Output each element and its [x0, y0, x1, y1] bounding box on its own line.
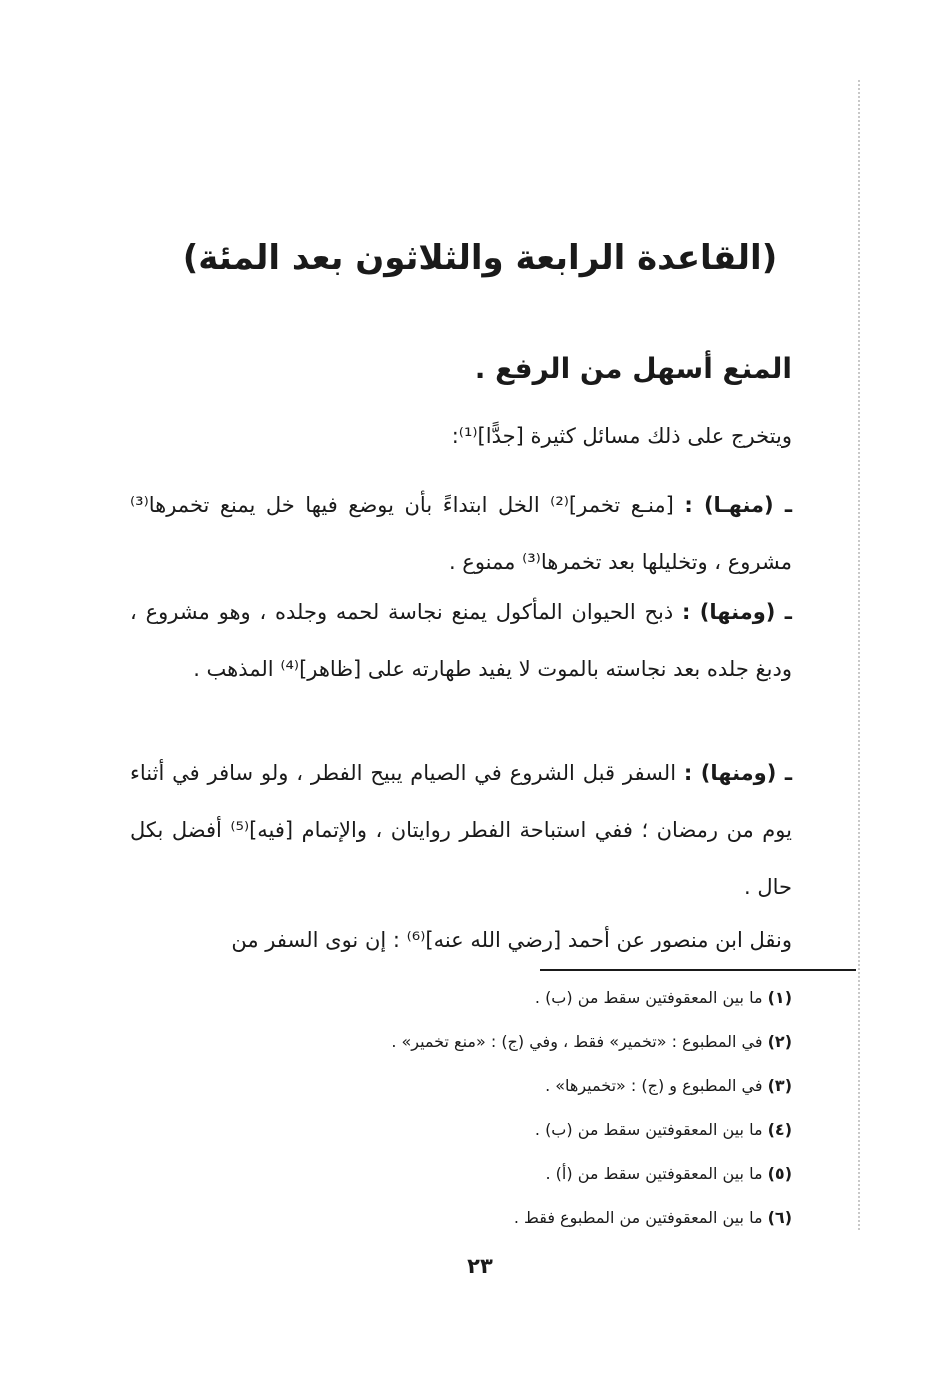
footnote: [300, 1070, 792, 1114]
footnote-text: في المطبوع : «تخمير» فقط ، وفي (ج) : «منع تخمير» .: [391, 1032, 763, 1051]
rule-statement: المنع أسهل من الرفع .: [474, 352, 792, 385]
paragraph-text: السفر قبل الشروع في الصيام يبيح الفطر ، ولو سافر في أثناء يوم من رمضان ؛ ففي استباحة الفطر روايتان ، والإتمام [فيه]⁽⁵⁾ أفضل بكل حال .: [130, 761, 792, 899]
paragraph-text: ذبح الحيوان المأكول يمنع نجاسة لحمه وجلده ، وهو مشروع ، ودبغ جلده بعد نجاسته بالموت لا يفيد طهارته على [ظاهر]⁽⁴⁾ المذهب .: [130, 600, 792, 681]
paragraph-3: [130, 745, 792, 916]
footnote-number: (٥): [767, 1164, 792, 1183]
footnote-text: في المطبوع و (ج) : «تخميرها» .: [545, 1076, 763, 1095]
footnote-number: (١): [767, 988, 792, 1007]
paragraph-marker: ـ (ومنها) :: [681, 600, 792, 624]
footnote-text: ما بين المعقوفتين سقط من (أ) .: [545, 1164, 763, 1183]
paragraph-text: [منـع تخمر]⁽²⁾ الخل ابتداءً بأن يوضع فيها خل يمنع تخمرها⁽³⁾ مشروع ، وتخليلها بعد تخمرها⁽³⁾ ممنوع .: [130, 493, 792, 574]
paragraph-4: [130, 912, 792, 969]
footnotes: [300, 982, 792, 1246]
footnote: [300, 1202, 792, 1246]
footnote-number: (٢): [767, 1032, 792, 1051]
rule-title: (القاعدة الرابعة والثلاثون بعد المئة): [182, 238, 778, 278]
footnote: [300, 1026, 792, 1070]
footnote-text: ما بين المعقوفتين سقط من (ب) .: [534, 988, 763, 1007]
paragraph-marker: ـ (منهـا) :: [684, 493, 792, 517]
scan-margin-dots: [858, 80, 860, 1230]
paragraph-2: [130, 584, 792, 698]
intro-paragraph: ويتخرج على ذلك مسائل كثيرة [جدًّا]⁽¹⁾:: [451, 424, 792, 448]
footnote-text: ما بين المعقوفتين من المطبوع فقط .: [513, 1208, 763, 1227]
page-number: ٢٣: [467, 1254, 493, 1278]
footnote-number: (٣): [767, 1076, 792, 1095]
footnote: [300, 1114, 792, 1158]
footnote-text: ما بين المعقوفتين سقط من (ب) .: [534, 1120, 763, 1139]
paragraph-text: ونقل ابن منصور عن أحمد [رضي الله عنه]⁽⁶⁾ : إن نوى السفر من: [231, 928, 792, 952]
paragraph-1: [130, 477, 792, 591]
footnote: [300, 982, 792, 1026]
footnote-number: (٦): [767, 1208, 792, 1227]
footnote-separator: [540, 969, 856, 971]
footnote-number: (٤): [767, 1120, 792, 1139]
footnote: [300, 1158, 792, 1202]
paragraph-marker: ـ (ومنها) :: [683, 761, 792, 785]
